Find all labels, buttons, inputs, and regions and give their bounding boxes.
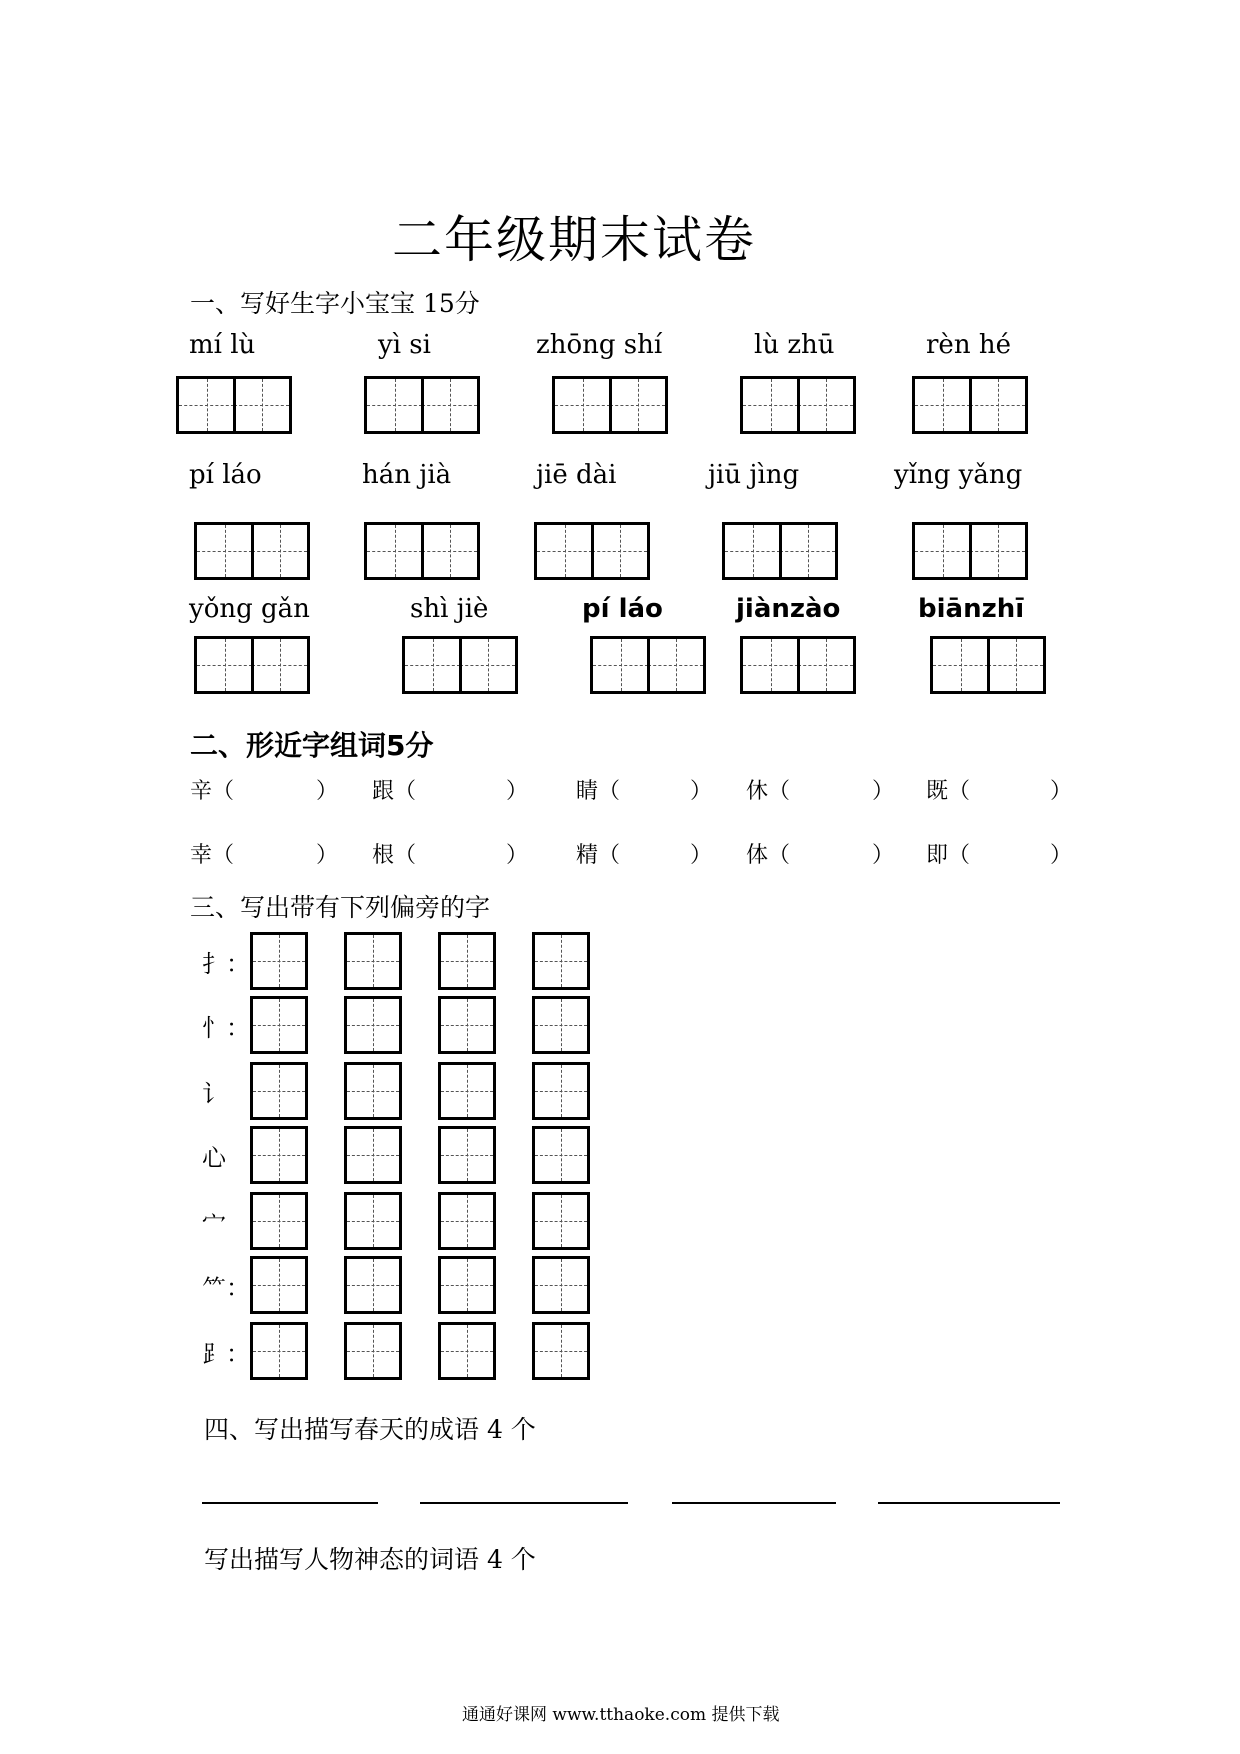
grid-cell — [535, 1195, 587, 1247]
grid-cell — [441, 1259, 493, 1311]
word-blank[interactable] — [970, 838, 1050, 866]
writing-box-single[interactable] — [250, 1322, 308, 1380]
section1-heading: 一、写好生字小宝宝 15分 — [190, 289, 480, 318]
grid-cell — [798, 379, 853, 431]
section2-heading: 二、形近字组词5分 — [190, 729, 434, 762]
pinyin-label: mí lù — [189, 330, 256, 360]
word-group-close: ） — [316, 779, 339, 804]
grid-cell — [405, 639, 460, 691]
writing-box-single[interactable] — [532, 1192, 590, 1250]
word-blank[interactable] — [234, 838, 316, 866]
grid-cell — [253, 1325, 305, 1377]
grid-cell — [347, 935, 399, 987]
grid-cell — [422, 379, 477, 431]
writing-box-single[interactable] — [344, 1256, 402, 1314]
word-group-close: ） — [690, 843, 713, 868]
writing-box-single[interactable] — [250, 996, 308, 1054]
pinyin-label: jiū jìng — [708, 460, 800, 490]
answer-line[interactable] — [420, 1502, 628, 1504]
grid-cell — [347, 1259, 399, 1311]
writing-box-double[interactable] — [534, 522, 650, 580]
pinyin-label: zhōng shí — [536, 330, 663, 360]
word-group-char: 即（ — [926, 843, 971, 868]
grid-cell — [743, 379, 798, 431]
word-group-char: 既（ — [926, 779, 971, 804]
writing-box-single[interactable] — [532, 996, 590, 1054]
writing-box-single[interactable] — [532, 1126, 590, 1184]
writing-box-single[interactable] — [438, 1062, 496, 1120]
pinyin-label: jiē dài — [536, 460, 617, 490]
grid-cell — [537, 525, 592, 577]
writing-box-double[interactable] — [364, 376, 480, 434]
writing-box-double[interactable] — [402, 636, 518, 694]
writing-box-double[interactable] — [930, 636, 1046, 694]
box-divider — [233, 379, 236, 431]
word-group-char: 幸（ — [190, 843, 235, 868]
box-divider — [647, 639, 650, 691]
section4-subheading: 写出描写人物神态的词语 4 个 — [204, 1545, 536, 1574]
grid-cell — [347, 1129, 399, 1181]
grid-cell — [593, 639, 648, 691]
section3-heading: 三、写出带有下列偏旁的字 — [190, 893, 491, 922]
box-divider — [969, 525, 972, 577]
box-divider — [969, 379, 972, 431]
word-group-close: ） — [872, 843, 895, 868]
writing-box-single[interactable] — [344, 1126, 402, 1184]
grid-cell — [743, 639, 798, 691]
word-group-close: ） — [1050, 843, 1073, 868]
word-blank[interactable] — [416, 774, 506, 802]
answer-line[interactable] — [878, 1502, 1060, 1504]
box-divider — [987, 639, 990, 691]
grid-cell — [725, 525, 780, 577]
writing-box-double[interactable] — [590, 636, 706, 694]
writing-box-double[interactable] — [176, 376, 292, 434]
word-blank[interactable] — [234, 774, 316, 802]
radical-label: 宀 — [202, 1210, 226, 1238]
footer-text: 通通好课网 www.tthaoke.com 提供下载 — [462, 1705, 780, 1725]
grid-cell — [592, 525, 647, 577]
grid-cell — [648, 639, 703, 691]
writing-box-double[interactable] — [194, 636, 310, 694]
writing-box-single[interactable] — [532, 932, 590, 990]
radical-label: 扌： — [202, 950, 250, 978]
grid-cell — [798, 639, 853, 691]
word-blank[interactable] — [620, 774, 690, 802]
word-blank[interactable] — [790, 774, 872, 802]
word-group-char: 休（ — [746, 779, 791, 804]
grid-cell — [460, 639, 515, 691]
grid-cell — [197, 639, 252, 691]
grid-cell — [252, 525, 307, 577]
radical-label: 忄： — [202, 1014, 250, 1042]
grid-cell — [253, 1195, 305, 1247]
grid-cell — [535, 1065, 587, 1117]
grid-cell — [535, 999, 587, 1051]
pinyin-label: jiànzào — [736, 594, 841, 624]
grid-cell — [253, 1129, 305, 1181]
box-divider — [421, 525, 424, 577]
writing-box-single[interactable] — [438, 1192, 496, 1250]
grid-cell — [988, 639, 1043, 691]
writing-box-single[interactable] — [438, 932, 496, 990]
writing-box-double[interactable] — [740, 376, 856, 434]
grid-cell — [535, 1325, 587, 1377]
grid-cell — [970, 525, 1025, 577]
radical-label: 讠 — [202, 1080, 226, 1108]
answer-line[interactable] — [672, 1502, 836, 1504]
writing-box-single[interactable] — [532, 1256, 590, 1314]
writing-box-single[interactable] — [344, 1062, 402, 1120]
section4-heading: 四、写出描写春天的成语 4 个 — [204, 1415, 536, 1444]
grid-cell — [234, 379, 289, 431]
writing-box-double[interactable] — [194, 522, 310, 580]
grid-cell — [253, 935, 305, 987]
pinyin-label: pí láo — [189, 460, 262, 490]
word-group-char: 精（ — [576, 843, 621, 868]
writing-box-double[interactable] — [740, 636, 856, 694]
grid-cell — [253, 1065, 305, 1117]
writing-box-single[interactable] — [344, 932, 402, 990]
box-divider — [797, 639, 800, 691]
writing-box-single[interactable] — [438, 1256, 496, 1314]
grid-cell — [347, 999, 399, 1051]
grid-cell — [933, 639, 988, 691]
grid-cell — [367, 525, 422, 577]
writing-box-single[interactable] — [344, 1192, 402, 1250]
word-group-char: 睛（ — [576, 779, 621, 804]
radical-label: 心 — [202, 1144, 226, 1172]
grid-cell — [197, 525, 252, 577]
pinyin-label: biānzhī — [918, 594, 1025, 624]
grid-cell — [970, 379, 1025, 431]
word-group-close: ） — [872, 779, 895, 804]
answer-line[interactable] — [202, 1502, 378, 1504]
box-divider — [797, 379, 800, 431]
box-divider — [251, 525, 254, 577]
word-blank[interactable] — [790, 838, 872, 866]
pinyin-label: yǐng yǎng — [894, 460, 1023, 490]
grid-cell — [179, 379, 234, 431]
box-divider — [779, 525, 782, 577]
grid-cell — [535, 1259, 587, 1311]
box-divider — [459, 639, 462, 691]
word-group-close: ） — [506, 779, 529, 804]
grid-cell — [441, 935, 493, 987]
writing-box-double[interactable] — [552, 376, 668, 434]
writing-box-single[interactable] — [438, 1322, 496, 1380]
grid-cell — [915, 379, 970, 431]
radical-label: ⻊： — [202, 1340, 250, 1368]
writing-box-double[interactable] — [912, 376, 1028, 434]
pinyin-label: lù zhū — [754, 330, 835, 360]
writing-box-single[interactable] — [438, 1126, 496, 1184]
pinyin-label: yǒng gǎn — [189, 594, 310, 624]
radical-label: ⺮： — [202, 1274, 250, 1302]
grid-cell — [422, 525, 477, 577]
writing-box-single[interactable] — [532, 1062, 590, 1120]
word-blank[interactable] — [970, 774, 1050, 802]
word-group-char: 根（ — [372, 843, 417, 868]
grid-cell — [441, 1065, 493, 1117]
writing-box-single[interactable] — [532, 1322, 590, 1380]
word-blank[interactable] — [416, 838, 506, 866]
word-group-char: 体（ — [746, 843, 791, 868]
grid-cell — [555, 379, 610, 431]
grid-cell — [441, 1129, 493, 1181]
writing-box-single[interactable] — [250, 1062, 308, 1120]
grid-cell — [253, 1259, 305, 1311]
writing-box-single[interactable] — [344, 1322, 402, 1380]
pinyin-label: hán jià — [362, 460, 452, 490]
writing-box-double[interactable] — [722, 522, 838, 580]
grid-cell — [915, 525, 970, 577]
writing-box-double[interactable] — [912, 522, 1028, 580]
pinyin-label: rèn hé — [926, 330, 1011, 360]
word-group-close: ） — [316, 843, 339, 868]
word-group-close: ） — [690, 779, 713, 804]
grid-cell — [252, 639, 307, 691]
pinyin-label: yì si — [378, 330, 431, 360]
word-group-close: ） — [1050, 779, 1073, 804]
pinyin-label: shì jiè — [410, 594, 489, 624]
writing-box-single[interactable] — [250, 1256, 308, 1314]
grid-cell — [535, 935, 587, 987]
box-divider — [421, 379, 424, 431]
grid-cell — [610, 379, 665, 431]
word-group-char: 跟（ — [372, 779, 417, 804]
box-divider — [609, 379, 612, 431]
pinyin-label: pí láo — [582, 594, 663, 624]
box-divider — [251, 639, 254, 691]
writing-box-single[interactable] — [438, 996, 496, 1054]
box-divider — [591, 525, 594, 577]
writing-box-single[interactable] — [250, 1126, 308, 1184]
grid-cell — [253, 999, 305, 1051]
word-group-char: 辛（ — [190, 779, 235, 804]
grid-cell — [367, 379, 422, 431]
grid-cell — [347, 1325, 399, 1377]
grid-cell — [535, 1129, 587, 1181]
grid-cell — [347, 1195, 399, 1247]
word-group-close: ） — [506, 843, 529, 868]
grid-cell — [441, 999, 493, 1051]
grid-cell — [347, 1065, 399, 1117]
grid-cell — [441, 1195, 493, 1247]
writing-box-single[interactable] — [250, 1192, 308, 1250]
page-title: 二年级期末试卷 — [392, 211, 756, 269]
grid-cell — [441, 1325, 493, 1377]
writing-box-double[interactable] — [364, 522, 480, 580]
writing-box-single[interactable] — [250, 932, 308, 990]
grid-cell — [780, 525, 835, 577]
word-blank[interactable] — [620, 838, 690, 866]
writing-box-single[interactable] — [344, 996, 402, 1054]
